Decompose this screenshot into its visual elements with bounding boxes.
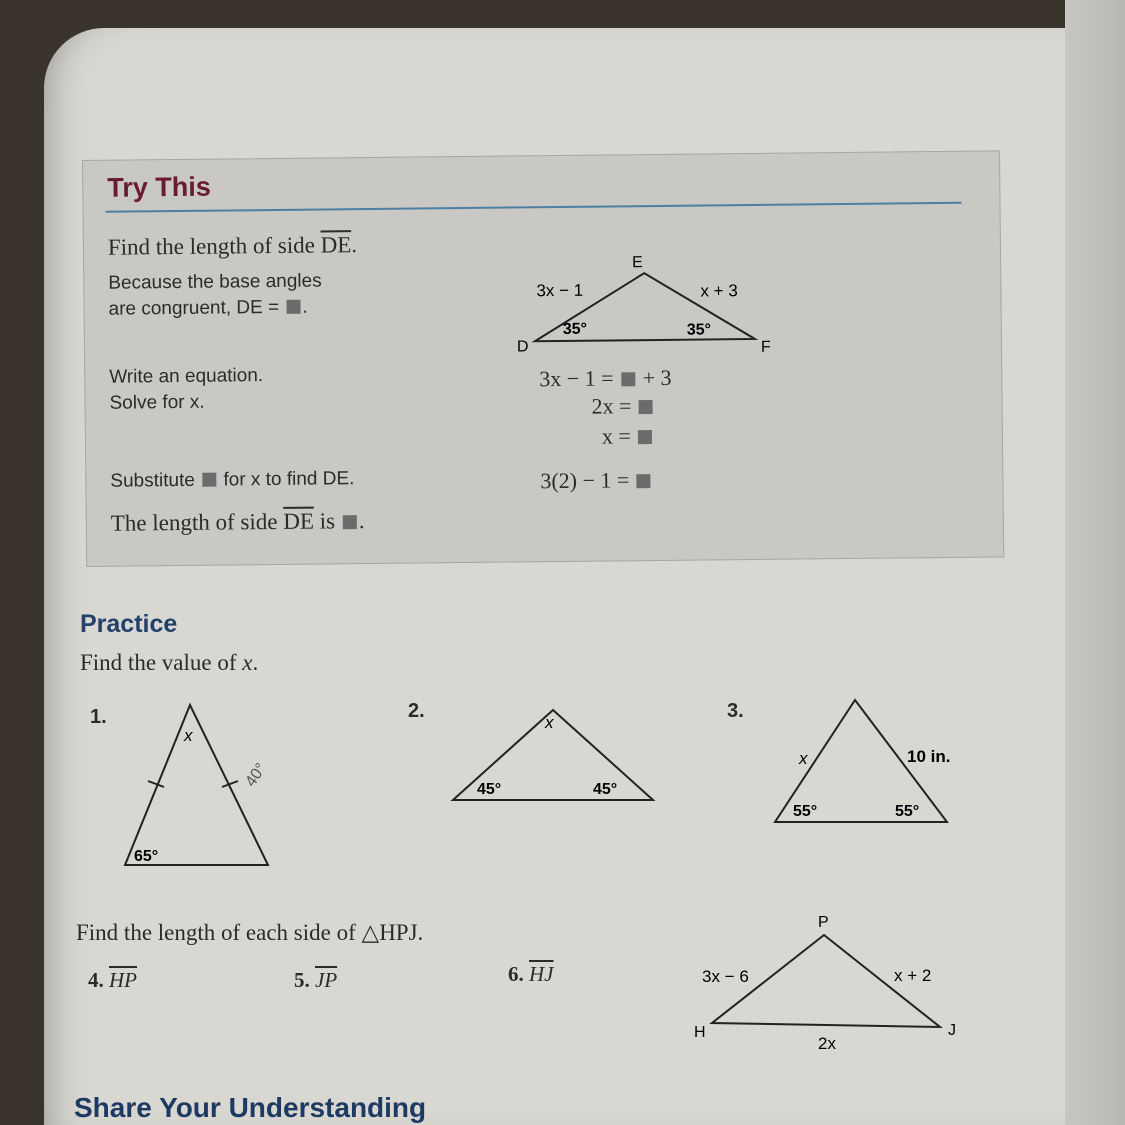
item-4-number: 4. bbox=[88, 968, 104, 992]
length-suffix: is bbox=[313, 508, 341, 534]
substitute-prefix: Substitute bbox=[110, 469, 201, 492]
prompt-side: $\overline{DE}$ bbox=[320, 232, 352, 258]
problem-1-angle: 65° bbox=[134, 848, 159, 865]
blank-box bbox=[637, 474, 651, 488]
write-equation-label: Write an equation. bbox=[109, 365, 264, 388]
instruction-var: x bbox=[242, 650, 253, 675]
instruction-prefix: Find the value of bbox=[80, 650, 243, 675]
blank-box bbox=[639, 400, 653, 414]
vertex-p-label: P bbox=[818, 914, 829, 931]
problem-2-number: 2. bbox=[408, 700, 425, 722]
practice-title: Practice bbox=[80, 610, 178, 638]
problem-2-triangle bbox=[445, 700, 665, 810]
side-de-label: 3x − 1 bbox=[536, 280, 584, 301]
try-this-prompt bbox=[108, 232, 357, 261]
problem-3-number: 3. bbox=[727, 700, 744, 722]
problem-3-angle-left: 55° bbox=[793, 803, 818, 820]
hpj-item-5 bbox=[294, 968, 337, 993]
length-side: $\overline{DE}$ bbox=[283, 508, 315, 534]
base-angles-line2 bbox=[108, 297, 307, 321]
problem-2-angle-right: 45° bbox=[593, 781, 618, 798]
side-hp-label: 3x − 6 bbox=[702, 967, 749, 986]
blank-box bbox=[343, 515, 357, 529]
problem-2-angle-left: 45° bbox=[477, 781, 502, 798]
item-6-number: 6. bbox=[508, 962, 524, 986]
hpj-instruction: Find the length of each side of △HPJ. bbox=[76, 920, 424, 945]
triangle-def bbox=[504, 244, 785, 367]
vertex-e-label: E bbox=[632, 254, 643, 272]
length-prefix: The length of side bbox=[110, 508, 284, 536]
page-stack-edge bbox=[1065, 0, 1125, 1125]
blank-box bbox=[286, 300, 300, 314]
eq2-left: 2x = bbox=[591, 393, 638, 419]
equation-3 bbox=[602, 423, 655, 450]
base-angles-line1: Because the base angles bbox=[108, 270, 322, 294]
problem-3-side-x: x bbox=[799, 749, 808, 768]
substitute-label bbox=[110, 468, 354, 493]
equation-2 bbox=[591, 393, 655, 420]
problem-3-triangle bbox=[765, 690, 965, 830]
prompt-end: . bbox=[351, 232, 358, 258]
problem-1-handwritten-note: 40° bbox=[242, 760, 271, 791]
problem-1-number: 1. bbox=[90, 706, 107, 728]
problem-3-side-right: 10 in. bbox=[907, 747, 951, 766]
hpj-item-6 bbox=[508, 962, 554, 987]
problem-3-angle-right: 55° bbox=[895, 803, 920, 820]
side-hj-label: 2x bbox=[818, 1034, 836, 1053]
try-this-rule bbox=[106, 202, 962, 213]
problem-2-vertex-x: x bbox=[545, 713, 554, 732]
vertex-f-label: F bbox=[760, 338, 771, 356]
problem-1-shape bbox=[125, 705, 271, 865]
equation-1 bbox=[539, 365, 672, 392]
blank-box bbox=[202, 473, 216, 487]
try-this-box bbox=[82, 150, 1004, 567]
side-pj-label: x + 2 bbox=[894, 966, 932, 985]
item-6-side: $\overline{HJ}$ bbox=[529, 962, 554, 986]
angle-f-label: 35° bbox=[686, 321, 712, 339]
share-title: Share Your Understanding bbox=[74, 1092, 427, 1123]
problem-1-triangle bbox=[110, 695, 290, 875]
item-5-number: 5. bbox=[294, 968, 310, 992]
base-angles-suffix: . bbox=[302, 296, 308, 318]
substitute-suffix: for x to find DE. bbox=[218, 468, 355, 491]
try-this-title: Try This bbox=[107, 171, 211, 203]
prompt-text: Find the length of side bbox=[107, 232, 321, 260]
item-5-side: $\overline{JP}$ bbox=[315, 968, 338, 992]
item-4-side: $\overline{HP}$ bbox=[109, 968, 137, 992]
triangle-hpj bbox=[690, 905, 980, 1055]
practice-instruction bbox=[80, 650, 258, 676]
instruction-suffix: . bbox=[252, 650, 259, 675]
vertex-h-label: H bbox=[694, 1024, 706, 1041]
equation-4 bbox=[540, 467, 653, 494]
problem-1-vertex-x: x bbox=[184, 726, 193, 745]
solve-for-label: Solve for x. bbox=[109, 391, 205, 414]
vertex-d-label: D bbox=[516, 338, 529, 356]
length-result-line: The length of side $\overline{DE}$ is . bbox=[110, 508, 365, 536]
blank-box bbox=[621, 372, 635, 386]
eq1-right: + 3 bbox=[637, 364, 672, 391]
base-angles-prefix: are congruent, DE = bbox=[108, 296, 285, 320]
side-ef-label: x + 3 bbox=[700, 281, 738, 301]
blank-box bbox=[638, 430, 652, 444]
eq1-left: 3x − 1 = bbox=[539, 365, 620, 392]
eq3-left: x = bbox=[601, 423, 637, 449]
vertex-j-label: J bbox=[948, 1022, 956, 1039]
eq4-left: 3(2) − 1 = bbox=[540, 467, 635, 494]
hpj-item-4 bbox=[88, 968, 137, 993]
angle-d-label: 35° bbox=[562, 320, 588, 338]
